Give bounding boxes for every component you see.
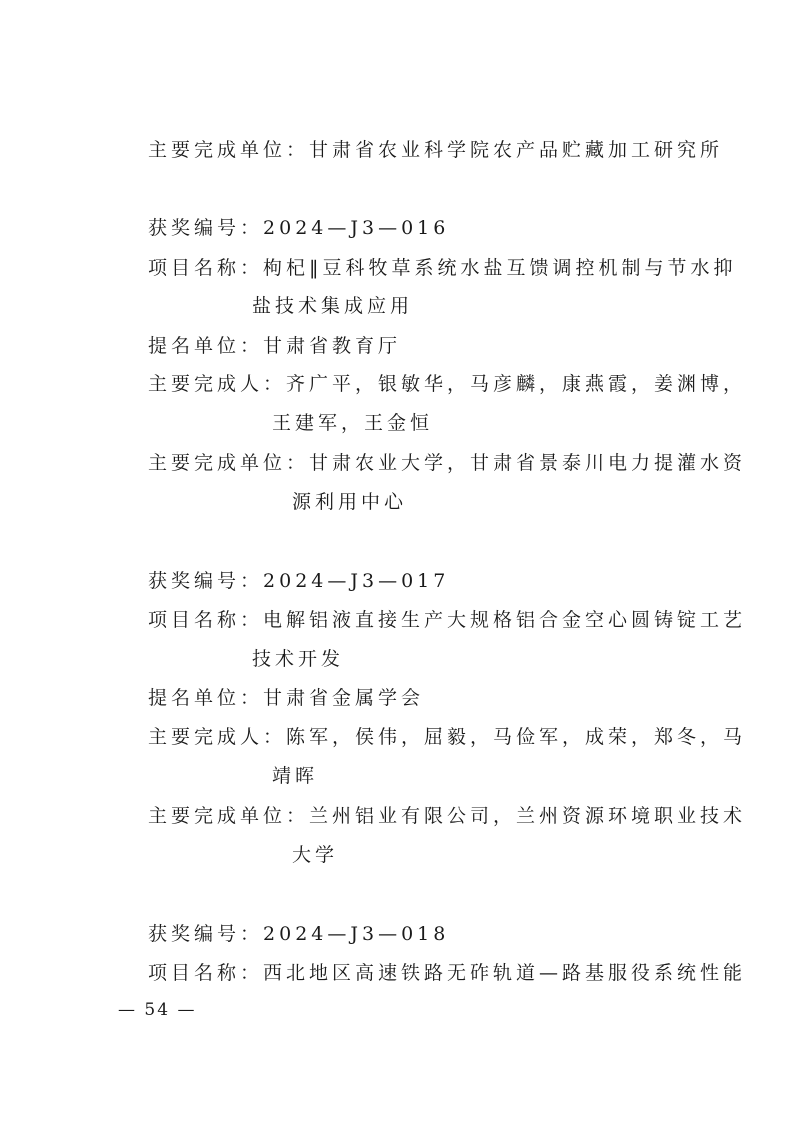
entry-016-project-line2: 盐技术集成应用 xyxy=(252,295,414,317)
persons-line1: 陈军，侯伟，屈毅，马俭军，成荣，郑冬，马 xyxy=(286,726,747,748)
entry-016-nominator xyxy=(148,334,401,358)
persons-label: 主要完成人： xyxy=(148,373,287,395)
units-label: 主要完成单位： xyxy=(148,805,310,827)
units-label: 主要完成单位： xyxy=(148,452,310,474)
persons-label: 主要完成人： xyxy=(148,726,287,748)
units-line1: 兰州铝业有限公司，兰州资源环境职业技术 xyxy=(309,805,747,827)
units-line1: 甘肃农业大学，甘肃省景泰川电力提灌水资 xyxy=(309,452,747,474)
persons-line1: 齐广平，银敏华，马彦麟，康燕霞，姜渊博， xyxy=(286,373,747,395)
nominator-label: 提名单位： xyxy=(148,335,264,357)
entry-017-persons-line2: 靖晖 xyxy=(272,765,319,787)
entry-016-units xyxy=(148,451,746,475)
top-units-value: 甘肃省农业科学院农产品贮藏加工研究所 xyxy=(309,139,724,161)
project-label: 项目名称： xyxy=(148,257,264,279)
award-no-label: 获奖编号： xyxy=(148,923,264,945)
entry-016-persons-line2: 王建军，王金恒 xyxy=(272,412,434,434)
nominator-value: 甘肃省金属学会 xyxy=(263,687,425,709)
entry-017-persons xyxy=(148,725,746,749)
entry-016-persons xyxy=(148,372,746,396)
entry-017-units xyxy=(148,804,746,828)
project-line1: 电解铝液直接生产大规格铝合金空心圆铸锭工艺 xyxy=(263,609,747,631)
project-line1: 枸杞‖豆科牧草系统水盐互馈调控机制与节水抑 xyxy=(263,257,737,279)
award-no-value: 2024—J3—017 xyxy=(263,570,450,592)
entry-017-nominator xyxy=(148,686,424,710)
project-label: 项目名称： xyxy=(148,962,264,984)
entry-018-project xyxy=(148,961,746,985)
entry-018-award-no xyxy=(148,922,449,946)
entry-017-project xyxy=(148,608,746,632)
award-no-label: 获奖编号： xyxy=(148,570,264,592)
award-no-value: 2024—J3—018 xyxy=(263,923,450,945)
entry-017-project-line2: 技术开发 xyxy=(252,648,345,670)
nominator-value: 甘肃省教育厅 xyxy=(263,335,402,357)
project-label: 项目名称： xyxy=(148,609,264,631)
entry-016-award-no xyxy=(148,216,449,240)
project-line1: 西北地区高速铁路无砟轨道—路基服役系统性能 xyxy=(263,962,747,984)
award-no-label: 获奖编号： xyxy=(148,217,264,239)
award-no-value: 2024—J3—016 xyxy=(263,217,450,239)
entry-017-award-no xyxy=(148,569,449,593)
entry-016-units-line2: 源利用中心 xyxy=(292,491,408,513)
top-units-line xyxy=(148,138,723,162)
top-units-label: 主要完成单位： xyxy=(148,139,310,161)
page-number: — 54 — xyxy=(118,1000,197,1020)
entry-017-units-line2: 大学 xyxy=(292,844,339,866)
entry-016-project xyxy=(148,256,737,280)
nominator-label: 提名单位： xyxy=(148,687,264,709)
